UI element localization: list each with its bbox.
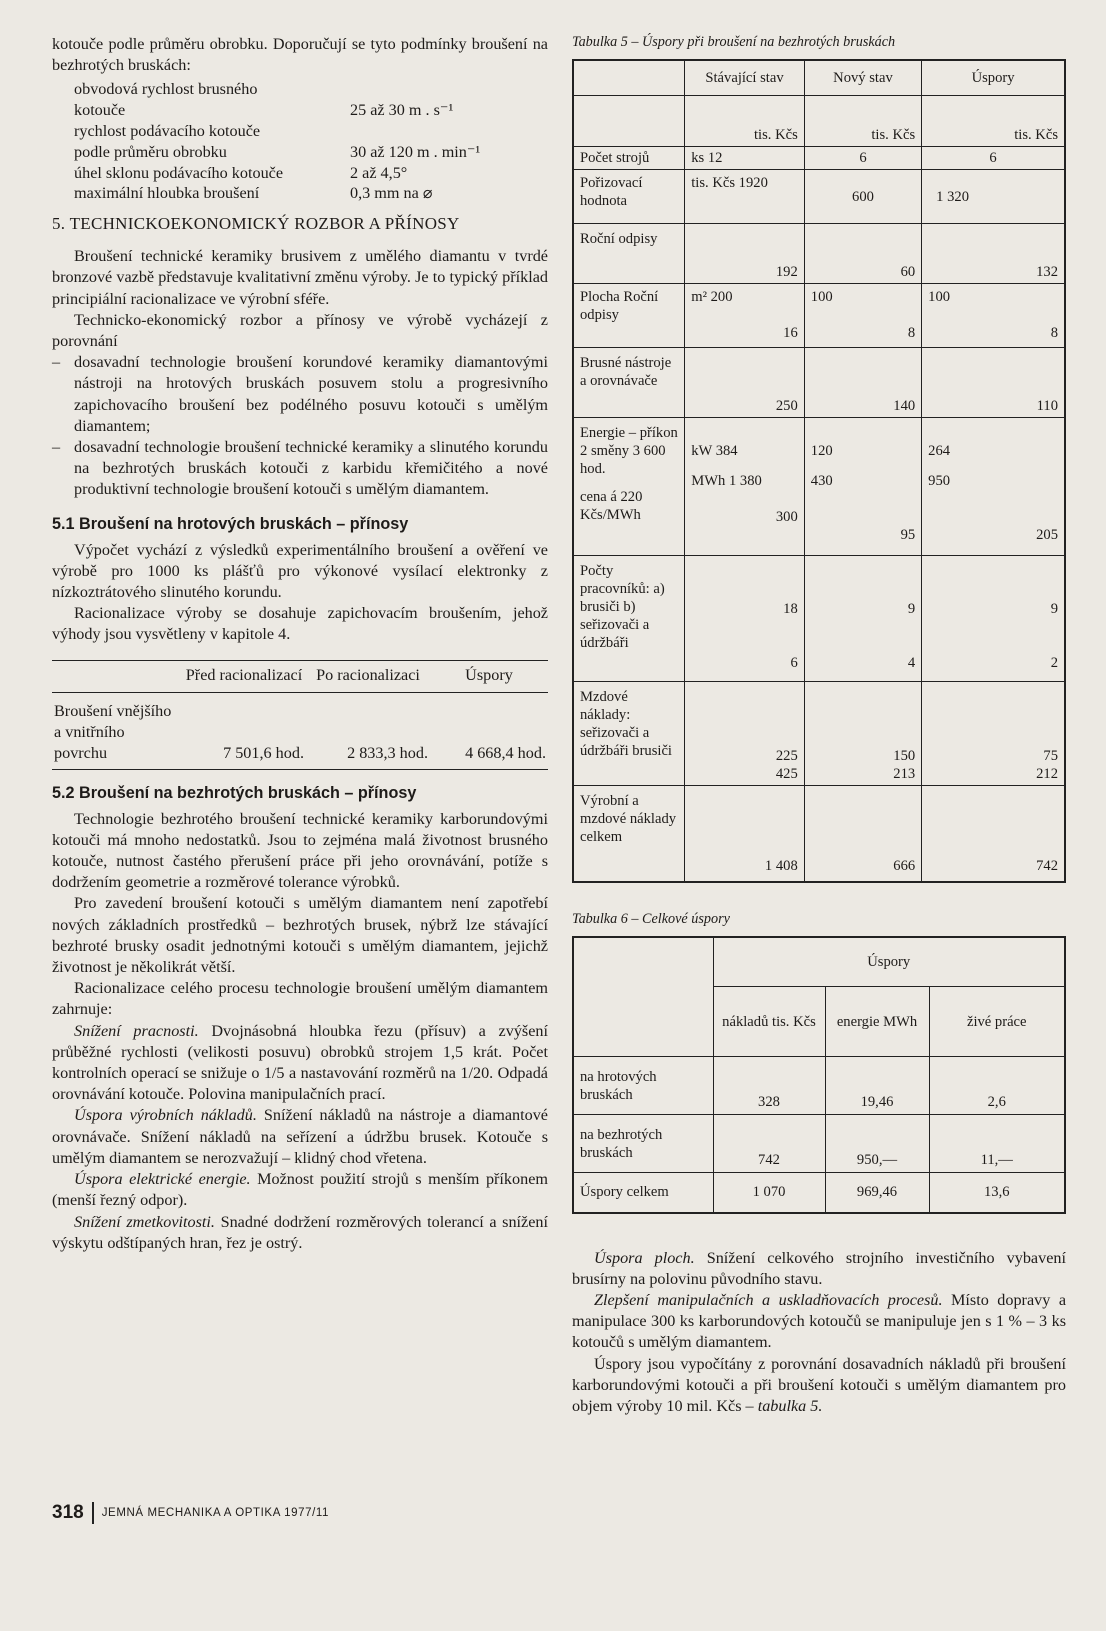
- right-column: [572, 34, 1066, 1417]
- unit-label: tis. Kčs: [753, 127, 798, 143]
- row-label: na bezhrotých bruskách: [573, 1115, 713, 1173]
- cell-value: 950: [928, 473, 951, 489]
- param-row: [74, 163, 548, 184]
- table-cell: 328: [713, 1057, 825, 1115]
- table-cell: [685, 418, 805, 556]
- column-header: energie MWh: [825, 987, 929, 1057]
- table-row: [573, 284, 1065, 348]
- table-cell: 19,46: [825, 1057, 929, 1115]
- table-cell: [922, 418, 1065, 556]
- param-name: kotouče: [74, 101, 126, 120]
- table-cell: [685, 284, 805, 348]
- paragraph-text: Snížení celkového strojního investičního vybavení brusírny na polovinu původního stavu.: [572, 1248, 1066, 1288]
- body-paragraph: [572, 1354, 1066, 1418]
- body-paragraph: [52, 1212, 548, 1254]
- cell-value: 6: [790, 655, 798, 671]
- table-cell: 2,6: [929, 1057, 1065, 1115]
- column-header: Úspory: [922, 60, 1065, 96]
- table-subheader-row: [573, 96, 1065, 147]
- page-number: 318: [52, 1502, 84, 1523]
- body-paragraph: [572, 1290, 1066, 1354]
- comparison-table: [52, 660, 548, 770]
- parameter-list: [74, 79, 548, 204]
- dash-marker: –: [52, 353, 61, 372]
- cell-value: 213: [893, 766, 916, 782]
- unit-header: [922, 96, 1065, 147]
- body-paragraph: [572, 1248, 1066, 1290]
- cell-value: 18: [783, 601, 798, 617]
- paragraph-lead: Úspora ploch.: [594, 1248, 695, 1267]
- table-header-row: [52, 660, 548, 692]
- table-cell: 60: [804, 224, 921, 284]
- table-cell: [922, 284, 1065, 348]
- paragraph-text: Snížení nákladů na nástroje a diamantové orovnávače. Snížení nákladů na seřízení a údržbu brusek. Kotouče s umělým diamantem se nerozvažují – klidný chod vřetena.: [52, 1106, 548, 1167]
- table-caption: Tabulka 5 – Úspory při broušení na bezhrotých bruskách: [572, 34, 896, 50]
- table-cell: 2 833,3 hod.: [306, 692, 430, 769]
- param-value: [350, 121, 548, 142]
- cell-value: 212: [1036, 766, 1058, 782]
- param-row: [74, 142, 548, 163]
- body-paragraph: Technicko-ekonomický rozbor a přínosy ve výrobě vycházejí z porovnání: [52, 310, 548, 350]
- cell-value: 8: [1050, 325, 1058, 341]
- table-cell: 4 668,4 hod.: [430, 692, 548, 769]
- cell-value: 205: [1036, 527, 1058, 543]
- cell-value: 225: [775, 748, 798, 764]
- table-cell: [804, 556, 921, 682]
- param-name: obvodová rychlost brusného: [74, 80, 258, 99]
- table-row: [573, 1173, 1065, 1213]
- section-heading: 5. TECHNICKOEKONOMICKÝ ROZBOR A PŘÍNOSY: [52, 214, 460, 234]
- table-cell: 13,6: [929, 1173, 1065, 1213]
- column-header: nákladů tis. Kčs: [713, 987, 825, 1057]
- table-cell: 110: [922, 348, 1065, 418]
- param-value: 2 až 4,5°: [350, 163, 408, 182]
- unit-header: [685, 96, 805, 147]
- table-cell: 132: [922, 224, 1065, 284]
- savings-table-6: [572, 936, 1066, 1214]
- table-cell: 1 070: [713, 1173, 825, 1213]
- paragraph-text: Dvojnásobná hloubka řezu (přísuv) a zvýšení průběžné rychlosti (velikosti posuvu) obrobků strojem 1,5 krát. Počet kontrolních operací se snižuje o 1/5 a nastavování rozměrů na 1/20. Odpadá orovnávání kotouče. Polovina manipulačních prací.: [52, 1021, 548, 1104]
- param-row: [74, 183, 548, 204]
- savings-table-5: [572, 59, 1066, 883]
- row-label: Počty pracovníků: a) brusiči b) seřizovači a údržbáři: [573, 556, 685, 682]
- table-cell: 1 408: [685, 786, 805, 882]
- table-row: [573, 224, 1065, 284]
- column-header: Po racionalizaci: [306, 660, 430, 692]
- row-label: Pořizovací hodnota: [573, 170, 685, 224]
- table-header-row: [573, 937, 1065, 987]
- cell-value: MWh 1 380: [691, 473, 762, 489]
- table-cell: tis. Kčs 1920: [685, 170, 805, 224]
- paragraph-text: Úspory jsou vypočítány z porovnání dosavadních nákladů při broušení karborundovými kotouči a při broušení kotouči s umělým diamantem pro objem výroby 10 mil. Kčs –: [572, 1354, 1066, 1415]
- cell-value: kW 384: [691, 443, 738, 459]
- param-name: maximální hloubka broušení: [74, 184, 260, 203]
- table-cell: 742: [922, 786, 1065, 882]
- body-paragraph: Výpočet vychází z výsledků experimentálního broušení a ověření ve výrobě pro 1000 ks plášťů pro výkonové vysílací elektronky z nízkoztrátového slinutého korundu.: [52, 540, 548, 602]
- table-row: [573, 170, 1065, 224]
- page-footer: [52, 1502, 329, 1524]
- param-row: [74, 121, 548, 142]
- param-row: [74, 79, 548, 100]
- dash-marker: –: [52, 438, 61, 457]
- cell-value: 264: [928, 443, 951, 459]
- comparison-list: [52, 352, 548, 500]
- cell-value: 95: [900, 527, 916, 543]
- table-cell: 1 320: [922, 170, 1065, 224]
- list-item: [52, 437, 548, 501]
- table-cell: 11,—: [929, 1115, 1065, 1173]
- row-label: Roční odpisy: [573, 224, 685, 284]
- table-row: [52, 692, 548, 769]
- list-item-text: dosavadní technologie broušení technické keramiky a slinutého korundu na bezhrotých bruskách kotouči z karbidu křemičitého a nové produktivní technologie broušení kotouči s umělým diamantem.: [74, 438, 548, 499]
- cell-value: 9: [1050, 601, 1058, 617]
- body-paragraph: Technologie bezhrotého broušení technické keramiky karborundovými kotouči má mnoho nedostatků. Jsou to zejména malá životnost brusného kotouče, nutnost častého přerušení práce při jeho orovnávání, potíže s dodržením geometrie a rozměrové tolerance výrobků.: [52, 809, 548, 892]
- param-name: rychlost podávacího kotouče: [74, 122, 261, 140]
- column-header: Před racionalizací: [182, 660, 306, 692]
- column-header: Nový stav: [804, 60, 921, 96]
- label-text: Energie – příkon 2 směny 3 600 hod.: [580, 425, 678, 477]
- paragraph-text: Snadné dodržení rozměrových tolerancí a snížení výskytu odštípaných hran, řez je ostrý.: [52, 1212, 549, 1252]
- table-cell: 600: [804, 170, 921, 224]
- table-cell: [804, 418, 921, 556]
- table-cell: 140: [804, 348, 921, 418]
- column-header: živé práce: [929, 987, 1065, 1057]
- table-cell: 250: [685, 348, 805, 418]
- cell-value: m² 200: [691, 289, 733, 305]
- param-value: 30 až 120 m . min⁻¹: [350, 142, 481, 161]
- paragraph-text: Možnost použití strojů s menším příkonem (menší řezný odpor).: [52, 1170, 548, 1210]
- paragraph-text: Místo dopravy a manipulace 300 ks karborundových kotoučů se manipuluje jen s 1 % – 3 ks kotoučů s umělým diamantem.: [572, 1290, 1066, 1352]
- cell-value: 100: [810, 289, 833, 305]
- body-paragraph: Racionalizace celého procesu technologie broušení umělým diamantem zahrnuje:: [52, 979, 548, 1019]
- table-cell: 742: [713, 1115, 825, 1173]
- table-cell: 7 501,6 hod.: [182, 692, 306, 769]
- table-cell: 6: [804, 147, 921, 170]
- row-label: [573, 418, 685, 556]
- list-item-text: dosavadní technologie broušení korundové keramiky diamantovými nástroji na hrotových bruskách posuvem stolu a progresivního zapichovacího broušení bez podélného posuvu kotouči s umělým diamantem;: [74, 353, 548, 435]
- table-cell: 950,—: [825, 1115, 929, 1173]
- row-label: Počet strojů: [573, 147, 685, 170]
- param-name: úhel sklonu podávacího kotouče: [74, 163, 284, 182]
- body-paragraph: [52, 1169, 548, 1211]
- param-value: 25 až 30 m . s⁻¹: [350, 101, 454, 120]
- subsection-heading: [52, 515, 548, 534]
- paragraph-lead: Snížení pracnosti.: [74, 1021, 199, 1040]
- body-paragraph: Racionalizace výroby se dosahuje zapichovacím broušením, jehož výhody jsou vysvětleny v kapitole 4.: [52, 604, 548, 644]
- table-row: [573, 556, 1065, 682]
- subsection-title: Broušení na bezhrotých bruskách – přínosy: [79, 783, 417, 802]
- table-caption: Tabulka 6 – Celkové úspory: [572, 910, 730, 927]
- cell-value: 120: [810, 443, 833, 459]
- column-header: Úspory: [430, 660, 548, 692]
- subsection-number: 5.1: [52, 514, 75, 533]
- table-cell: 192: [685, 224, 805, 284]
- row-label: Úspory celkem: [573, 1173, 713, 1213]
- body-paragraph: Pro zavedení broušení kotouči s umělým diamantem není zapotřebí nových základních prostředků – bezhrotých brusek, nýbrž lze stávající bezhroté brusky osadit jednotnými kotouči s umělým diamantem, jejichž životnost je několikrát větší.: [52, 894, 548, 977]
- table-row: [573, 147, 1065, 170]
- paragraph-lead: Zlepšení manipulačních a uskladňovacích procesů.: [594, 1290, 943, 1309]
- cell-value: 75: [1043, 748, 1058, 764]
- table-cell: [804, 284, 921, 348]
- table-cell: 969,46: [825, 1173, 929, 1213]
- left-column: [52, 34, 548, 1254]
- paragraph-lead: Úspora výrobních nákladů.: [74, 1106, 257, 1125]
- table-row: [573, 682, 1065, 786]
- row-label: na hrotových bruskách: [573, 1057, 713, 1115]
- table-row: [573, 348, 1065, 418]
- label-text: cena á 220 Kčs/MWh: [580, 489, 643, 523]
- paragraph-lead: Snížení zmetkovitosti.: [74, 1212, 215, 1231]
- column-header: Úspory: [713, 937, 1065, 987]
- table-row: [573, 1115, 1065, 1173]
- row-label: Výrobní a mzdové náklady celkem: [573, 786, 685, 882]
- cell-value: 4: [907, 655, 916, 671]
- column-header: Stávající stav: [685, 60, 805, 96]
- footer-divider: [92, 1502, 94, 1524]
- list-item: [52, 352, 548, 437]
- param-name: podle průměru obrobku: [74, 142, 227, 161]
- table-cell: 6: [922, 147, 1065, 170]
- cell-value: 300: [775, 509, 798, 525]
- subsection-number: 5.2: [52, 783, 75, 802]
- unit-header: [804, 96, 921, 147]
- row-label: Brusné nástroje a orovnávače: [573, 348, 685, 418]
- unit-label: tis. Kčs: [871, 127, 916, 143]
- cell-value: 150: [893, 748, 916, 764]
- table-cell: [922, 682, 1065, 786]
- cell-value: 8: [907, 325, 916, 341]
- cell-value: 9: [907, 601, 916, 617]
- body-paragraph: [52, 1105, 548, 1169]
- param-row: [74, 100, 548, 121]
- subsection-title: Broušení na hrotových bruskách – přínosy: [79, 514, 409, 533]
- table-cell: [922, 556, 1065, 682]
- param-value: 0,3 mm na ⌀: [350, 184, 433, 203]
- cell-value: 2: [1050, 655, 1058, 671]
- row-label: Broušení vnějšího a vnitřního povrchu: [52, 692, 182, 769]
- table-reference: tabulka 5.: [757, 1396, 823, 1415]
- unit-label: tis. Kčs: [1014, 127, 1058, 143]
- param-value: [350, 79, 548, 100]
- row-label: Mzdové náklady: seřizovači a údržbáři brusiči: [573, 682, 685, 786]
- table-row: [573, 786, 1065, 882]
- cell-value: 100: [928, 289, 951, 305]
- table-cell: ks 12: [685, 147, 805, 170]
- row-label: Plocha Roční odpisy: [573, 284, 685, 348]
- intro-paragraph: kotouče podle průměru obrobku. Doporučují se tyto podmínky broušení na bezhrotých bruskách:: [52, 35, 548, 75]
- cell-value: 16: [783, 325, 798, 341]
- table-cell: [685, 682, 805, 786]
- table-row: [573, 1057, 1065, 1115]
- paragraph-lead: Úspora elektrické energie.: [74, 1170, 251, 1189]
- table-cell: 666: [804, 786, 921, 882]
- body-paragraph: Broušení technické keramiky brusivem z umělého diamantu v tvrdé bronzové vazbě představuje kvalitativní změnu výroby. Je to typický příklad principiální racionalizace ve výrobní sféře.: [52, 247, 548, 308]
- body-paragraph: [52, 1021, 548, 1106]
- table-cell: [804, 682, 921, 786]
- table-header-row: [573, 60, 1065, 96]
- cell-value: 430: [810, 473, 833, 489]
- journal-name: JEMNÁ MECHANIKA A OPTIKA 1977/11: [101, 1507, 330, 1519]
- table-row: [573, 418, 1065, 556]
- cell-value: 425: [775, 766, 798, 782]
- subsection-heading: [52, 784, 548, 803]
- table-cell: [685, 556, 805, 682]
